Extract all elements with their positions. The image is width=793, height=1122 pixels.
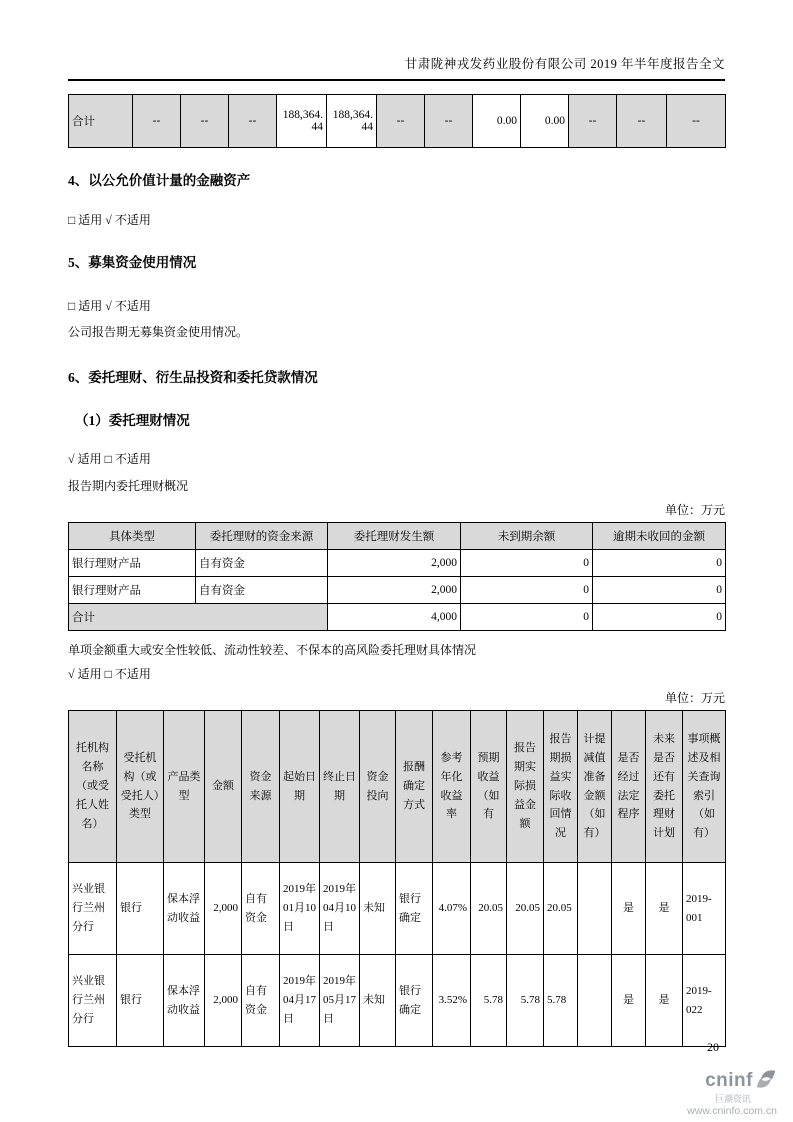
table-cell: 2019年05月17日: [320, 955, 360, 1047]
column-header: 事项概述及相关查询索引（如有）: [683, 711, 726, 863]
table-row: [69, 550, 726, 577]
total-label-cell: 合计: [69, 95, 133, 148]
table-cell: 2019-022: [683, 955, 726, 1047]
cninfo-logo-subtext: 巨潮资讯: [714, 1093, 751, 1104]
total-label-cell: 合计: [69, 604, 328, 631]
table-cell: --: [181, 95, 229, 148]
column-header: 报酬确定方式: [396, 711, 433, 863]
table-total-row: [69, 604, 726, 631]
continuation-total-table: [68, 94, 726, 148]
table-cell: 自有资金: [196, 577, 328, 604]
table-cell: 188,364.44: [327, 95, 377, 148]
table-cell: 保本浮动收益: [164, 955, 205, 1047]
column-header: 委托理财发生额: [328, 523, 461, 550]
column-header: 报告期实际损益金额: [507, 711, 544, 863]
table-cell: --: [133, 95, 181, 148]
column-header: 参考年化收益率: [433, 711, 471, 863]
table-cell: 0.00: [473, 95, 521, 148]
table-cell: 188,364.44: [277, 95, 327, 148]
table-cell: 20.05: [507, 863, 544, 955]
column-header: 逾期未收回的金额: [593, 523, 726, 550]
table-cell: 保本浮动收益: [164, 863, 205, 955]
column-header: 预期收益（如有: [471, 711, 507, 863]
table-cell: --: [569, 95, 617, 148]
table-cell: 自有资金: [242, 863, 280, 955]
high-risk-applicable-line: √ 适用 □ 不适用: [68, 667, 151, 681]
table-cell: 2019年01月10日: [280, 863, 320, 955]
table-cell: 3.52%: [433, 955, 471, 1047]
column-header: 计提减值准备金额（如有）: [578, 711, 612, 863]
column-header: 资金投向: [360, 711, 396, 863]
section-6-1-heading: （1）委托理财情况: [75, 413, 190, 428]
table-cell: 5.78: [544, 955, 578, 1047]
report-title: 甘肃陇神戎发药业股份有限公司 2019 年半年度报告全文: [404, 57, 725, 71]
table-cell: 0: [461, 550, 593, 577]
table-cell: 0: [461, 577, 593, 604]
unit-label: 单位：万元: [664, 503, 725, 517]
table-cell: 未知: [360, 955, 396, 1047]
section-5-applicable-line: □ 适用 √ 不适用: [68, 299, 151, 313]
table-cell: 银行: [117, 955, 164, 1047]
table-cell: 兴业银行兰州分行: [69, 955, 117, 1047]
table-row: [69, 577, 726, 604]
column-header: 金额: [205, 711, 242, 863]
column-header: 终止日期: [320, 711, 360, 863]
page-number: 20: [707, 1040, 719, 1054]
table-cell: 银行理财产品: [69, 550, 196, 577]
table-cell: [578, 863, 612, 955]
table-cell: 2019-001: [683, 863, 726, 955]
table-cell: 2,000: [205, 955, 242, 1047]
cninfo-logo-url: www.cninfo.com.cn: [687, 1105, 777, 1118]
column-header: 委托理财的资金来源: [196, 523, 328, 550]
table-cell: 是: [646, 955, 683, 1047]
wealth-management-summary-table: [68, 522, 726, 631]
table-cell: 2,000: [328, 577, 461, 604]
table-cell: 5.78: [507, 955, 544, 1047]
section-4-applicable-line: □ 适用 √ 不适用: [68, 213, 151, 227]
table-row: [69, 955, 726, 1047]
section-6-heading: 6、委托理财、衍生品投资和委托贷款情况: [68, 370, 318, 385]
column-header: 未来是否还有委托理财计划: [646, 711, 683, 863]
unit-label: 单位：万元: [664, 691, 725, 705]
table-cell: 银行确定: [396, 863, 433, 955]
table-cell: 0: [593, 577, 726, 604]
table-row: [69, 95, 726, 148]
column-header: 起始日期: [280, 711, 320, 863]
section-6-1-applicable-line: √ 适用 □ 不适用: [68, 452, 151, 466]
column-header: 产品类型: [164, 711, 205, 863]
cninfo-logo-text: cninf: [705, 1070, 753, 1092]
table-cell: 0: [593, 604, 726, 631]
running-head: [68, 0, 725, 81]
table-cell: 4.07%: [433, 863, 471, 955]
table-cell: --: [667, 95, 726, 148]
table-cell: 20.05: [544, 863, 578, 955]
cninfo-swirl-icon: [755, 1068, 777, 1095]
table-cell: 0: [593, 550, 726, 577]
table-cell: 是: [612, 955, 646, 1047]
table-cell: 2019年04月17日: [280, 955, 320, 1047]
table-cell: 是: [646, 863, 683, 955]
column-header: 报告期损益实际收回情况: [544, 711, 578, 863]
table-header-row: [69, 523, 726, 550]
table-cell: 兴业银行兰州分行: [69, 863, 117, 955]
table-header-row: [69, 711, 726, 863]
column-header: 未到期余额: [461, 523, 593, 550]
table-cell: 银行确定: [396, 955, 433, 1047]
table-cell: 0.00: [521, 95, 569, 148]
table-cell: 5.78: [471, 955, 507, 1047]
table-cell: 2,000: [205, 863, 242, 955]
cninfo-watermark: [647, 1068, 777, 1117]
section-4-heading: 4、以公允价值计量的金融资产: [68, 173, 251, 188]
table-cell: --: [425, 95, 473, 148]
column-header: 是否经过法定程序: [612, 711, 646, 863]
table-cell: 2019年04月10日: [320, 863, 360, 955]
table-cell: 银行: [117, 863, 164, 955]
table-cell: 自有资金: [196, 550, 328, 577]
table-cell: 银行理财产品: [69, 577, 196, 604]
table-cell: 自有资金: [242, 955, 280, 1047]
table-cell: --: [377, 95, 425, 148]
table-cell: --: [617, 95, 667, 148]
table-cell: 是: [612, 863, 646, 955]
table-row: [69, 863, 726, 955]
column-header: 托机构名称（或受托人姓名）: [69, 711, 117, 863]
section-6-1-note: 报告期内委托理财概况: [68, 479, 189, 493]
column-header: 具体类型: [69, 523, 196, 550]
high-risk-note: 单项金额重大或安全性较低、流动性较差、不保本的高风险委托理财具体情况: [68, 643, 477, 657]
wealth-management-detail-table: [68, 710, 726, 1047]
section-5-heading: 5、募集资金使用情况: [68, 255, 197, 270]
column-header: 资金来源: [242, 711, 280, 863]
table-cell: 4,000: [328, 604, 461, 631]
table-cell: --: [229, 95, 277, 148]
column-header: 受托机构（或受托人）类型: [117, 711, 164, 863]
section-5-note: 公司报告期无募集资金使用情况。: [68, 325, 249, 339]
table-cell: 2,000: [328, 550, 461, 577]
table-cell: 未知: [360, 863, 396, 955]
table-cell: [578, 955, 612, 1047]
table-cell: 0: [461, 604, 593, 631]
table-cell: 20.05: [471, 863, 507, 955]
